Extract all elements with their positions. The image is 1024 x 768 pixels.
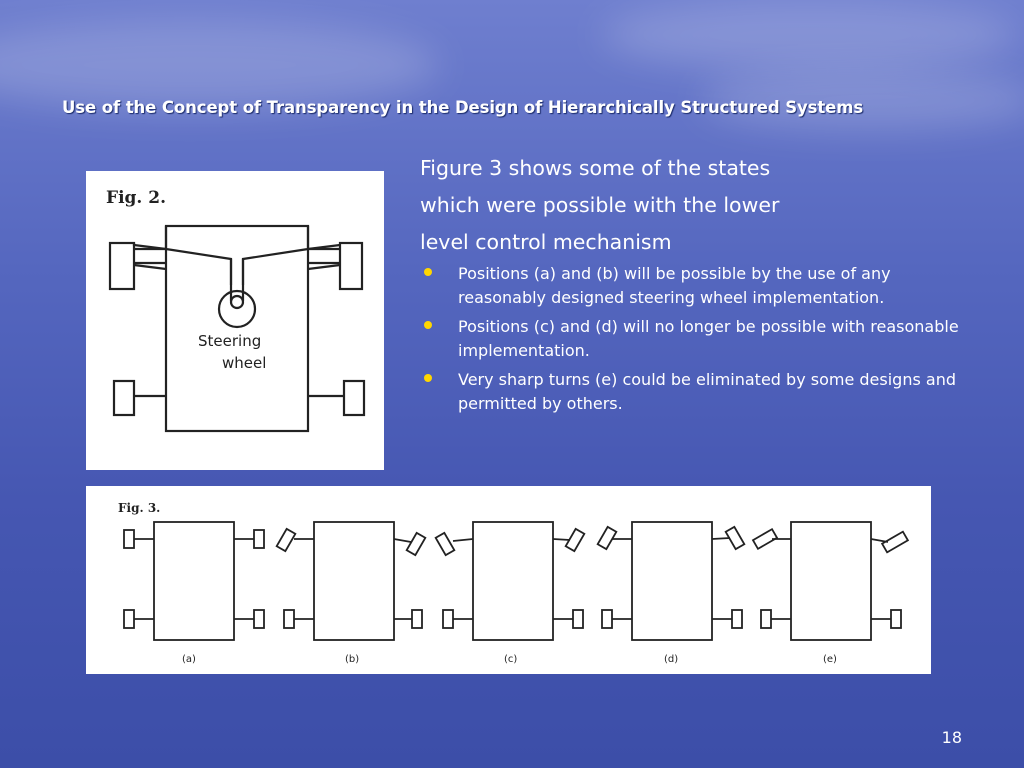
steering-label-line1: Steering — [198, 332, 262, 350]
bullet-list — [420, 262, 965, 421]
slide-title: Use of the Concept of Transparency in the Design of Hierarchically Structured Systems — [62, 98, 864, 117]
bullet-item — [420, 368, 965, 416]
intro-line: which were possible with the lower — [420, 193, 780, 217]
bullet-icon — [424, 321, 432, 329]
figure-3-label-d: (d) — [664, 654, 679, 665]
figure-2 — [86, 171, 384, 470]
background-cloud — [600, 0, 1020, 70]
bullet-text: Very sharp turns (e) could be eliminated by some designs and permitted by others. — [458, 370, 956, 413]
background-cloud — [0, 20, 440, 110]
figure-2-drawing — [86, 171, 384, 470]
figure-2-caption: Fig. 2. — [106, 188, 166, 208]
bullet-text: Positions (a) and (b) will be possible by the use of any reasonably designed steering wheel implementation. — [458, 264, 891, 307]
figure-3-label-e: (e) — [823, 654, 837, 665]
bullet-text: Positions (c) and (d) will no longer be possible with reasonable implementation. — [458, 317, 959, 360]
bullet-item — [420, 315, 965, 363]
figure-3-label-c: (c) — [504, 654, 518, 665]
figure-3-caption: Fig. 3. — [118, 501, 161, 515]
bullet-icon — [424, 374, 432, 382]
figure-3 — [86, 486, 931, 674]
intro-text — [420, 150, 980, 261]
figure-3-label-a: (a) — [182, 654, 196, 665]
figure-3-label-b: (b) — [345, 654, 360, 665]
steering-label-line2: wheel — [222, 354, 267, 372]
figure-3-drawing — [86, 486, 931, 674]
bullet-icon — [424, 268, 432, 276]
intro-line: level control mechanism — [420, 230, 672, 254]
intro-line: Figure 3 shows some of the states — [420, 156, 771, 180]
page-number: 18 — [941, 728, 962, 747]
bullet-item — [420, 262, 965, 310]
